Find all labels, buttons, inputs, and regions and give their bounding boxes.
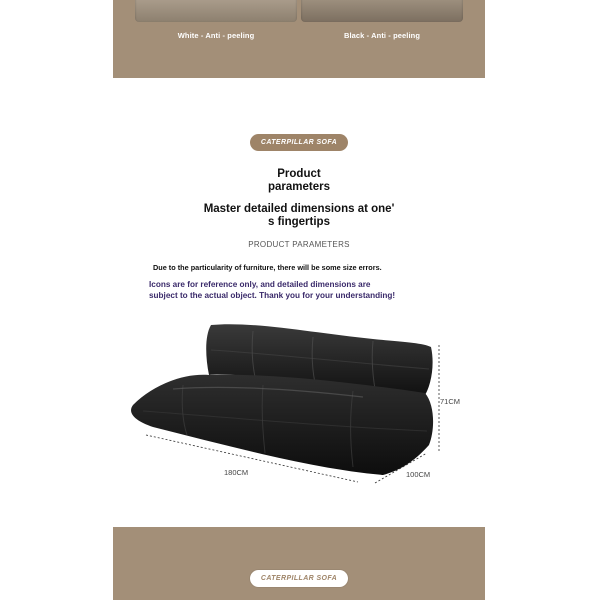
white-finish-label: White - Anti - peeling xyxy=(177,31,255,40)
height-dimension-label: 71CM xyxy=(440,397,461,406)
caterpillar-sofa-footer-badge: CATERPILLAR SOFA xyxy=(250,570,348,587)
black-finish-label: Black - Anti - peeling xyxy=(343,31,421,40)
section-subtitle xyxy=(113,203,485,229)
finish-options-band xyxy=(113,0,485,78)
size-error-note: Due to the particularity of furniture, there will be some size errors. xyxy=(153,263,382,272)
length-dimension-label: 180CM xyxy=(224,468,249,477)
white-finish-swatch[interactable] xyxy=(135,0,297,22)
reference-note-line2: subject to the actual object. Thank you for your understanding! xyxy=(149,291,396,300)
sofa-dimension-diagram xyxy=(113,315,485,490)
section-title-line2: parameters xyxy=(267,181,330,193)
reference-note xyxy=(149,279,469,301)
product-page xyxy=(113,0,485,600)
product-parameters-subhead: PRODUCT PARAMETERS xyxy=(248,240,350,249)
black-finish-swatch[interactable] xyxy=(301,0,463,22)
sofa-image xyxy=(113,315,485,490)
section-subtitle-line1: Master detailed dimensions at one' xyxy=(203,203,395,215)
next-section-band xyxy=(113,527,485,600)
section-subtitle-line2: s fingertips xyxy=(268,216,330,228)
section-title xyxy=(113,168,485,194)
reference-note-line1: Icons are for reference only, and detailed dimensions are xyxy=(149,280,371,289)
depth-dimension-label: 100CM xyxy=(406,470,431,479)
section-title-line1: Product xyxy=(277,168,321,180)
caterpillar-sofa-badge: CATERPILLAR SOFA xyxy=(250,134,348,151)
